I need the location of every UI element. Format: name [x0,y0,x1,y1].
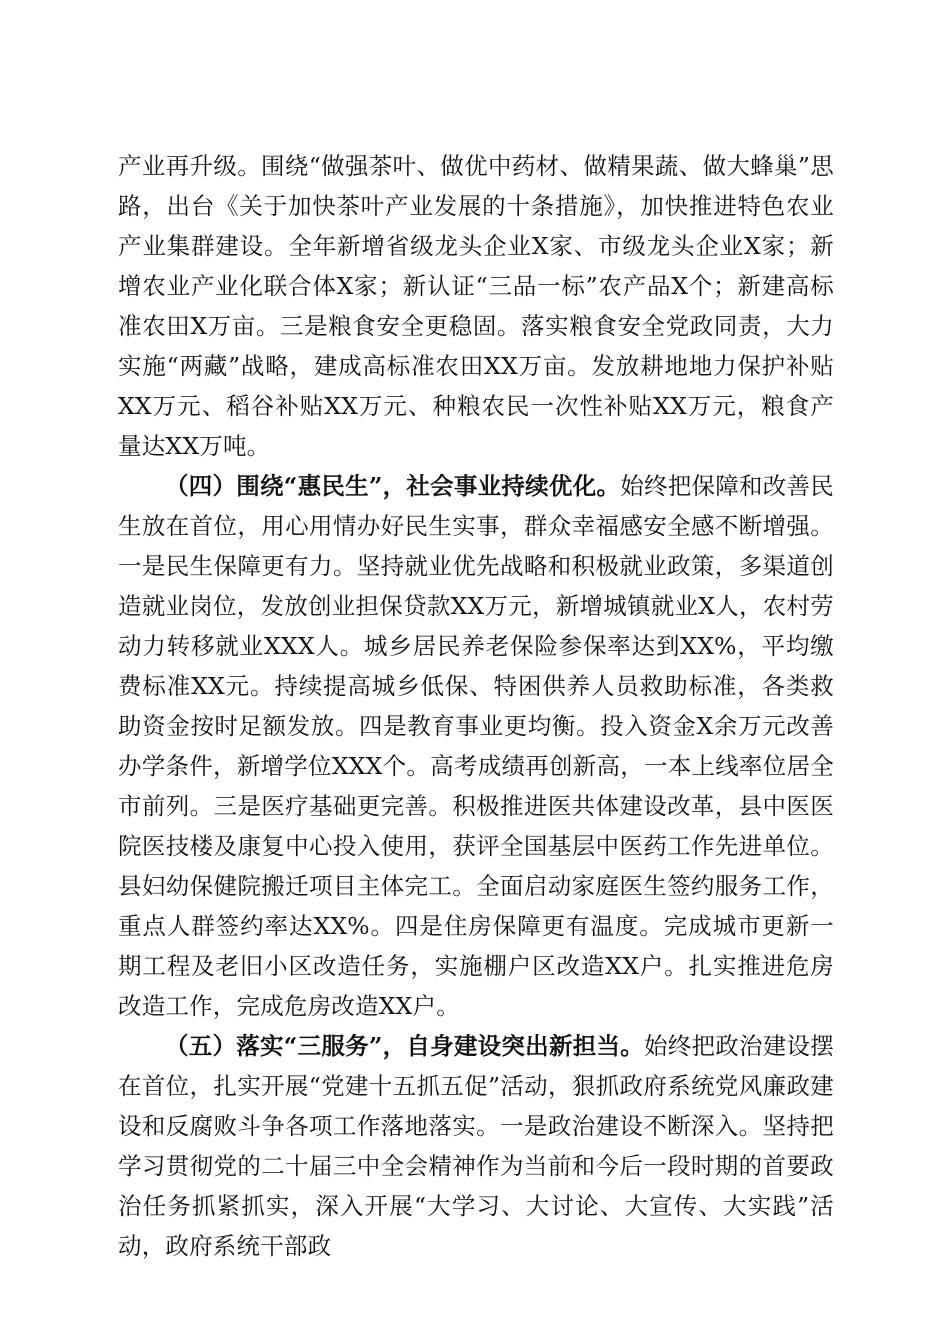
paragraph-section-5 [118,1026,834,1266]
paragraph-continued [118,146,834,466]
section-heading-4: （四）围绕“惠民生”，社会事业持续优化。 [165,472,621,500]
paragraph-text: 始终把政治建设摆在首位，扎实开展“党建十五抓五促”活动，狠抓政府系统党风廉政建设和反腐败斗争各项工作落地落实。一是政治建设不断深入。坚持把学习贯彻党的二十届三中全会精神作为当前和今后一段时期的首要政治任务抓紧抓实，深入开展“大学习、大讨论、大宣传、大实践”活动，政府系统干部政 [118,1032,834,1260]
paragraph-text: 始终把保障和改善民生放在首位，用心用情办好民生实事，群众幸福感安全感不断增强。一是民生保障更有力。坚持就业优先战略和积极就业政策，多渠道创造就业岗位，发放创业担保贷款XX万元，新增城镇就业X人，农村劳动力转移就业XXX人。城乡居民养老保险参保率达到XX%，平均缴费标准XX元。持续提高城乡低保、特困供养人员救助标准，各类救助资金按时足额发放。四是教育事业更均衡。投入资金X余万元改善办学条件，新增学位XXX个。高考成绩再创新高，一本上线率位居全市前列。三是医疗基础更完善。积极推进医共体建设改革，县中医医院医技楼及康复中心投入使用，获评全国基层中医药工作先进单位。县妇幼保健院搬迁项目主体完工。全面启动家庭医生签约服务工作，重点人群签约率达XX%。四是住房保障更有温度。完成城市更新一期工程及老旧小区改造任务，实施棚户区改造XX户。扎实推进危房改造工作，完成危房改造XX户。 [118,472,834,1020]
paragraph-text: 产业再升级。围绕“做强茶叶、做优中药材、做精果蔬、做大蜂巢”思路，出台《关于加快茶叶产业发展的十条措施》，加快推进特色农业产业集群建设。全年新增省级龙头企业X家、市级龙头企业X家；新增农业产业化联合体X家；新认证“三品一标”农产品X个；新建高标准农田X万亩。三是粮食安全更稳固。落实粮食安全党政同责，大力实施“两藏”战略，建成高标准农田XX万亩。发放耕地地力保护补贴XX万元、稻谷补贴XX万元、种粮农民一次性补贴XX万元，粮食产量达XX万吨。 [118,152,834,460]
document-body [118,146,834,1266]
paragraph-section-4 [118,466,834,1026]
section-heading-5: （五）落实“三服务”，自身建设突出新担当。 [165,1032,644,1060]
